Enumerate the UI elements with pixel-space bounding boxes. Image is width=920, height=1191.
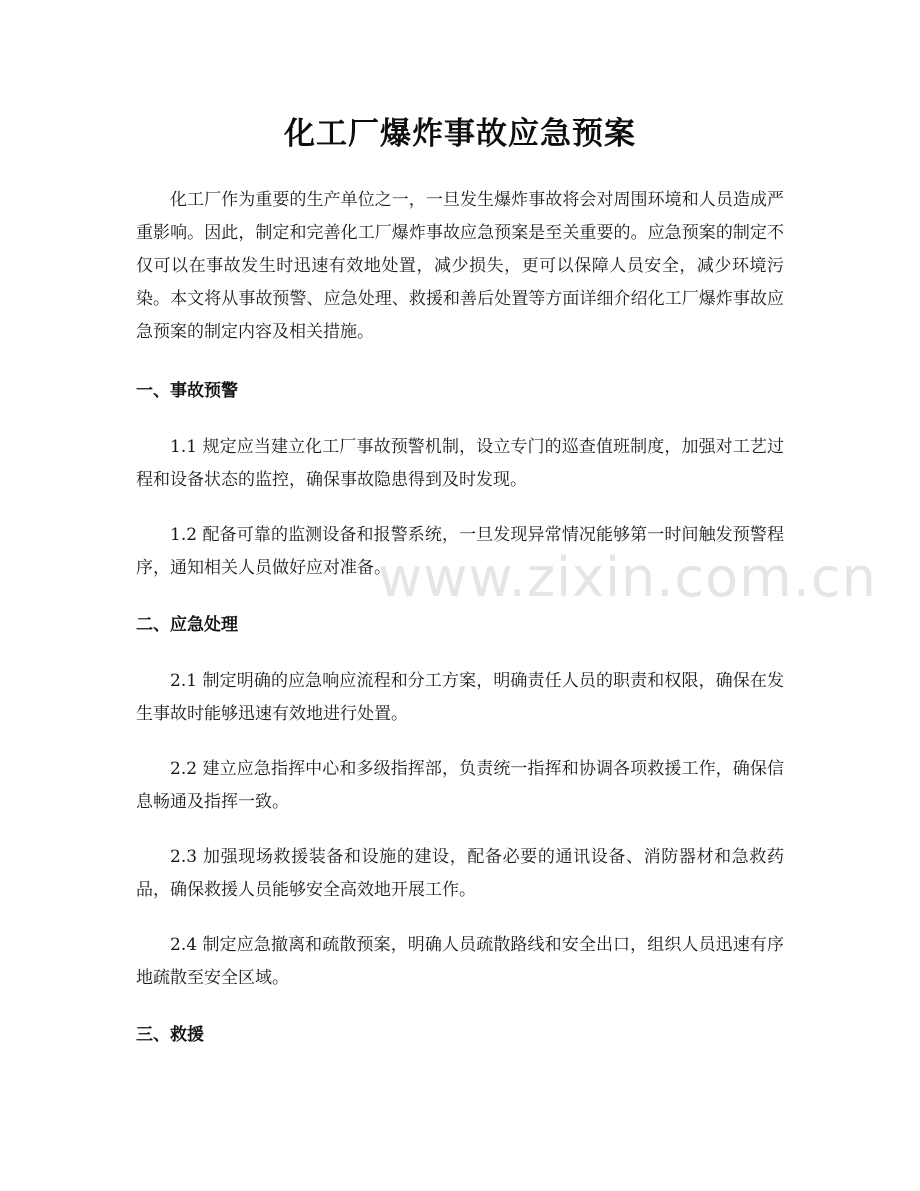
section-heading-rescue: 三、救援 <box>136 1025 204 1045</box>
watermark-text: www.zixin.com.cn <box>378 546 877 609</box>
intro-paragraph: 化工厂作为重要的生产单位之一，一旦发生爆炸事故将会对周围环境和人员造成严重影响。因此，制定和完善化工厂爆炸事故应急预案是至关重要的。应急预案的制定不仅可以在事故发生时迅速有效地处置，减少损失，更可以保障人员安全，减少环境污染。本文将从事故预警、应急处理、救援和善后处置等方面详细介绍化工厂爆炸事故应急预案的制定内容及相关措施。 <box>136 190 784 342</box>
section-heading-emergency: 二、应急处理 <box>136 615 238 635</box>
document-title: 化工厂爆炸事故应急预案 <box>284 116 636 152</box>
paragraph-2-2: 2.2 建立应急指挥中心和多级指挥部，负责统一指挥和协调各项救援工作，确保信息畅通及指挥一致。 <box>136 759 784 812</box>
paragraph-2-3: 2.3 加强现场救援装备和设施的建设，配备必要的通讯设备、消防器材和急救药品，确保救援人员能够安全高效地开展工作。 <box>136 847 784 900</box>
section-heading-warning: 一、事故预警 <box>136 381 238 401</box>
paragraph-1-2: 1.2 配备可靠的监测设备和报警系统，一旦发现异常情况能够第一时间触发预警程序，通知相关人员做好应对准备。 <box>136 525 784 578</box>
paragraph-2-4: 2.4 制定应急撤离和疏散预案，明确人员疏散路线和安全出口，组织人员迅速有序地疏散至安全区域。 <box>136 935 784 988</box>
paragraph-2-1: 2.1 制定明确的应急响应流程和分工方案，明确责任人员的职责和权限，确保在发生事故时能够迅速有效地进行处置。 <box>136 671 784 724</box>
paragraph-1-1: 1.1 规定应当建立化工厂事故预警机制，设立专门的巡查值班制度，加强对工艺过程和设备状态的监控，确保事故隐患得到及时发现。 <box>136 437 784 490</box>
